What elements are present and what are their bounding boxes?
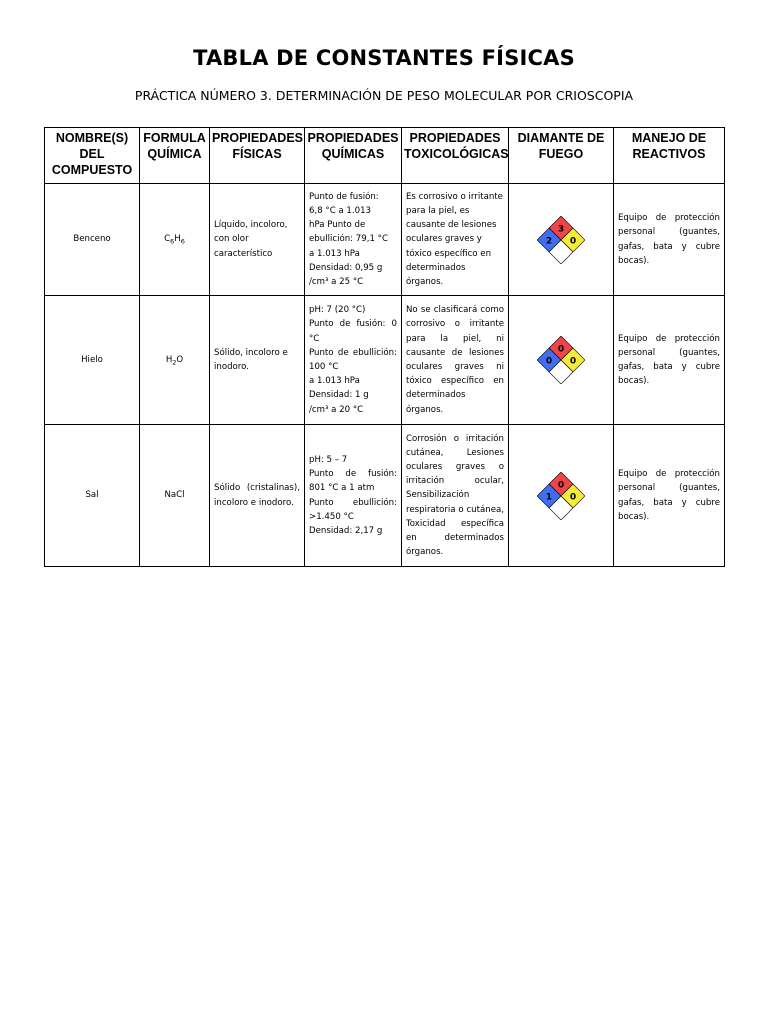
flammability-value: 0	[557, 344, 565, 355]
nfpa-diamond-icon	[537, 216, 585, 264]
compound-name: Benceno	[45, 184, 140, 296]
flammability-value: 0	[557, 480, 565, 490]
nfpa-diamond-icon	[537, 472, 585, 520]
chemical-properties: pH: 7 (20 °C) Punto de fusión: 0 °C Punto de ebullición: 100 °C a 1.013 hPa Densidad: 1 g /cm³ a 20 °C	[305, 296, 402, 425]
table-row	[45, 296, 725, 425]
health-value: 1	[545, 492, 553, 502]
header-toxicologicas: PROPIEDADES TOXICOLÓGICAS	[402, 128, 509, 184]
handling: Equipo de protección personal (guantes, gafas, bata y cubre bocas).	[614, 184, 725, 296]
chemical-formula: NaCl	[140, 425, 210, 567]
fire-diamond-cell	[509, 425, 614, 567]
constants-table	[44, 127, 725, 567]
reactivity-value: 0	[569, 236, 577, 246]
fire-diamond-cell	[509, 296, 614, 425]
reactivity-value: 0	[569, 492, 577, 502]
chemical-formula: $H_2O$	[140, 296, 210, 425]
chemical-properties: pH: 5 – 7 Punto de fusión: 801 °C a 1 atm Punto ebullición: >1.450 °C Densidad: 2,17 g	[305, 425, 402, 567]
health-value: 0	[545, 356, 553, 367]
handling: Equipo de protección personal (guantes, gafas, bata y cubre bocas).	[614, 296, 725, 425]
reactivity-value: 0	[569, 356, 577, 367]
handling: Equipo de protección personal (guantes, gafas, bata y cubre bocas).	[614, 425, 725, 567]
compound-name: Hielo	[45, 296, 140, 425]
header-quimicas: PROPIEDADES QUÍMICAS	[305, 128, 402, 184]
compound-name: Sal	[45, 425, 140, 567]
chemical-properties: Punto de fusión: 6,8 °C a 1.013 hPa Punto de ebullición: 79,1 °C a 1.013 hPa Densidad: 0,95 g /cm³ a 25 °C	[305, 184, 402, 296]
toxicological-properties: Es corrosivo o irritante para la piel, es causante de lesiones oculares graves y tóxico específico en determinados órganos.	[402, 184, 509, 296]
header-manejo: MANEJO DE REACTIVOS	[614, 128, 725, 184]
health-value: 2	[545, 236, 553, 246]
page-title: TABLA DE CONSTANTES FÍSICAS	[193, 46, 575, 70]
table-row	[45, 184, 725, 296]
nfpa-diamond-icon	[537, 336, 585, 384]
physical-properties: Sólido, incoloro e inodoro.	[210, 296, 305, 425]
physical-properties: Sólido (cristalinas), incoloro e inodoro.	[210, 425, 305, 567]
header-nombre: NOMBRE(S) DEL COMPUESTO	[45, 128, 140, 184]
toxicological-properties: No se clasificará como corrosivo o irritante para la piel, ni causante de lesiones oculares graves ni tóxico específico en determinados órganos.	[402, 296, 509, 425]
physical-properties: Líquido, incoloro, con olor característico	[210, 184, 305, 296]
chemical-formula: $C_6H_6$	[140, 184, 210, 296]
header-fisicas: PROPIEDADES FÍSICAS	[210, 128, 305, 184]
toxicological-properties: Corrosión o irritación cutánea, Lesiones oculares graves o irritación ocular, Sensibilización respiratoria o cutánea, Toxicidad específica en determinados órganos.	[402, 425, 509, 567]
table-header-row	[45, 128, 725, 184]
header-diamante: DIAMANTE DE FUEGO	[509, 128, 614, 184]
table-row	[45, 425, 725, 567]
fire-diamond-cell	[509, 184, 614, 296]
flammability-value: 3	[557, 224, 565, 234]
header-formula: FORMULA QUÍMICA	[140, 128, 210, 184]
page-subtitle: PRÁCTICA NÚMERO 3. DETERMINACIÓN DE PESO MOLECULAR POR CRIOSCOPIA	[134, 88, 634, 103]
